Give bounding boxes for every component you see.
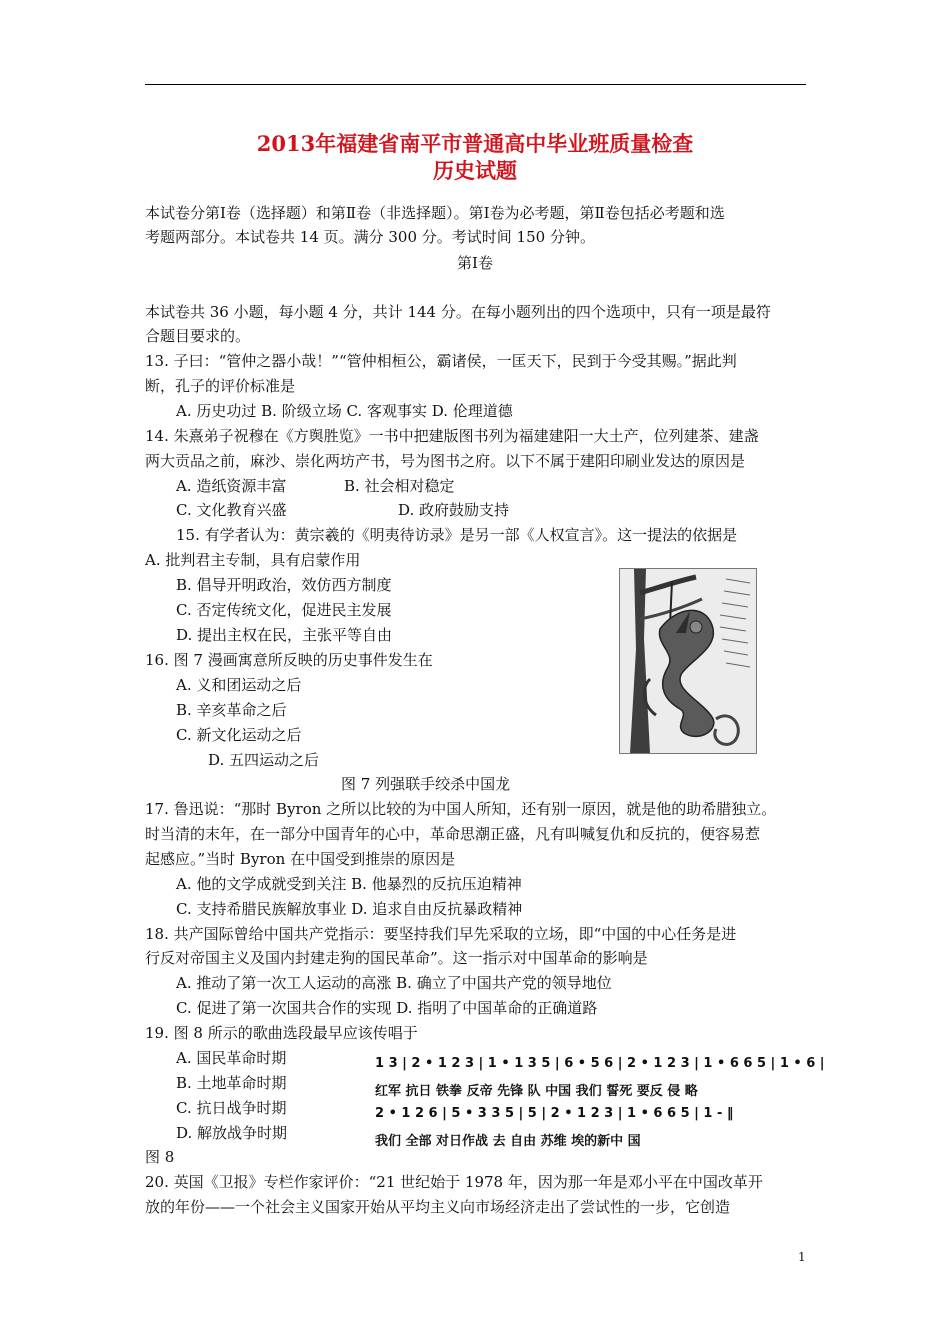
q18-stem-2: 行反对帝国主义及国内封建走狗的国民革命”。这一指示对中国革命的影响是 (145, 949, 648, 967)
figure-8-caption: 图 8 (145, 1148, 175, 1166)
q14-option-a: A. 造纸资源丰富 (176, 477, 287, 495)
instructions-line-2: 合题目要求的。 (145, 327, 251, 345)
q18-stem-1: 18. 共产国际曾给中国共产党指示：要坚持我们早先采取的立场，即“中国的中心任务是进 (145, 925, 737, 943)
q17-options-cd: C. 支持希腊民族解放事业 D. 追求自由反抗暴政精神 (176, 900, 523, 918)
q19-option-b: B. 土地革命时期 (176, 1074, 287, 1092)
q15-option-a: A. 批判君主专制，具有启蒙作用 (145, 551, 361, 569)
q17-stem-3: 起感应。”当时 Byron 在中国受到推崇的原因是 (145, 850, 456, 868)
q16-option-c: C. 新文化运动之后 (176, 726, 302, 744)
q18-options-cd: C. 促进了第一次国共合作的实现 D. 指明了中国革命的正确道路 (176, 999, 598, 1017)
header-rule (145, 84, 806, 85)
section-heading: 第Ⅰ卷 (457, 254, 493, 272)
figure-8-notation-2: 2 • 1 2 6 | 5 • 3 3 5 | 5 | 2 • 1 2 3 | 1 • 6 6 5 | 1 - ‖ (375, 1106, 734, 1121)
q13-stem-1: 13. 子曰：“管仲之器小哉！”“管仲相桓公，霸诸侯，一匡天下，民到于今受其赐。”据此判 (145, 352, 737, 370)
q17-stem-2: 时当清的末年，在一部分中国青年的心中，革命思潮正盛，凡有叫喊复仇和反抗的，便容易惹 (145, 825, 761, 843)
q14-option-c: C. 文化教育兴盛 (176, 501, 287, 519)
intro-line-1: 本试卷分第Ⅰ卷（选择题）和第Ⅱ卷（非选择题）。第Ⅰ卷为必考题，第Ⅱ卷包括必考题和选 (145, 204, 725, 222)
q13-stem-2: 断，孔子的评价标准是 (145, 377, 296, 395)
figure-7-cartoon (619, 568, 757, 754)
q13-options: A. 历史功过 B. 阶级立场 C. 客观事实 D. 伦理道德 (176, 402, 513, 420)
q15-option-b: B. 倡导开明政治，效仿西方制度 (176, 576, 392, 594)
q15-stem: 15. 有学者认为：黄宗羲的《明夷待访录》是另一部《人权宣言》。这一提法的依据是 (176, 526, 738, 544)
q19-option-d: D. 解放战争时期 (176, 1124, 288, 1142)
instructions-line-1: 本试卷共 36 小题，每小题 4 分，共计 144 分。在每小题列出的四个选项中，只有一项是最符 (145, 303, 771, 321)
page-number: 1 (798, 1250, 806, 1264)
q17-options-ab: A. 他的文学成就受到关注 B. 他暴烈的反抗压迫精神 (176, 875, 522, 893)
q15-option-d: D. 提出主权在民，主张平等自由 (176, 626, 393, 644)
q16-option-b: B. 辛亥革命之后 (176, 701, 287, 719)
q15-option-c: C. 否定传统文化，促进民主发展 (176, 601, 392, 619)
q17-stem-1: 17. 鲁迅说：“那时 Byron 之所以比较的为中国人所知，还有别一原因，就是他的助希腊独立。 (145, 800, 777, 818)
q18-options-ab: A. 推动了第一次工人运动的高涨 B. 确立了中国共产党的领导地位 (176, 974, 612, 992)
exam-subtitle: 历史试题 (433, 158, 517, 183)
q16-stem: 16. 图 7 漫画寓意所反映的历史事件发生在 (145, 651, 433, 669)
q14-option-b: B. 社会相对稳定 (344, 477, 455, 495)
q19-stem: 19. 图 8 所示的歌曲选段最早应该传唱于 (145, 1024, 418, 1042)
q14-stem-1: 14. 朱熹弟子祝穆在《方舆胜览》一书中把建版图书列为福建建阳一大土产，位列建茶、建盏 (145, 427, 759, 445)
q14-option-d: D. 政府鼓励支持 (398, 501, 510, 519)
q16-option-a: A. 义和团运动之后 (176, 676, 302, 694)
figure-7-caption: 图 7 列强联手绞杀中国龙 (341, 775, 511, 793)
q20-stem-1: 20. 英国《卫报》专栏作家评价：“21 世纪始于 1978 年，因为那一年是邓小平在中国改革开 (145, 1173, 763, 1191)
exam-title: 2013年福建省南平市普通高中毕业班质量检查 (256, 131, 694, 156)
q16-option-d: D. 五四运动之后 (208, 751, 320, 769)
figure-8-lyrics-2: 我们 全部 对日作战 去 自由 苏维 埃的新中 国 (375, 1134, 641, 1149)
figure-8-lyrics-1: 红军 抗日 铁拳 反帝 先锋 队 中国 我们 誓死 要反 侵 略 (375, 1084, 698, 1099)
q19-option-c: C. 抗日战争时期 (176, 1099, 287, 1117)
q20-stem-2: 放的年份——一个社会主义国家开始从平均主义向市场经济走出了尝试性的一步，它创造 (145, 1198, 731, 1216)
figure-8-notation-1: 1 3 | 2 • 1 2 3 | 1 • 1 3 5 | 6 • 5 6 | 2 • 1 2 3 | 1 • 6 6 5 | 1 • 6 | (375, 1056, 825, 1071)
q19-option-a: A. 国民革命时期 (176, 1049, 287, 1067)
q14-stem-2: 两大贡品之前，麻沙、崇化两坊产书，号为图书之府。以下不属于建阳印刷业发达的原因是 (145, 452, 746, 470)
intro-line-2: 考题两部分。本试卷共 14 页。满分 300 分。考试时间 150 分钟。 (145, 228, 595, 246)
